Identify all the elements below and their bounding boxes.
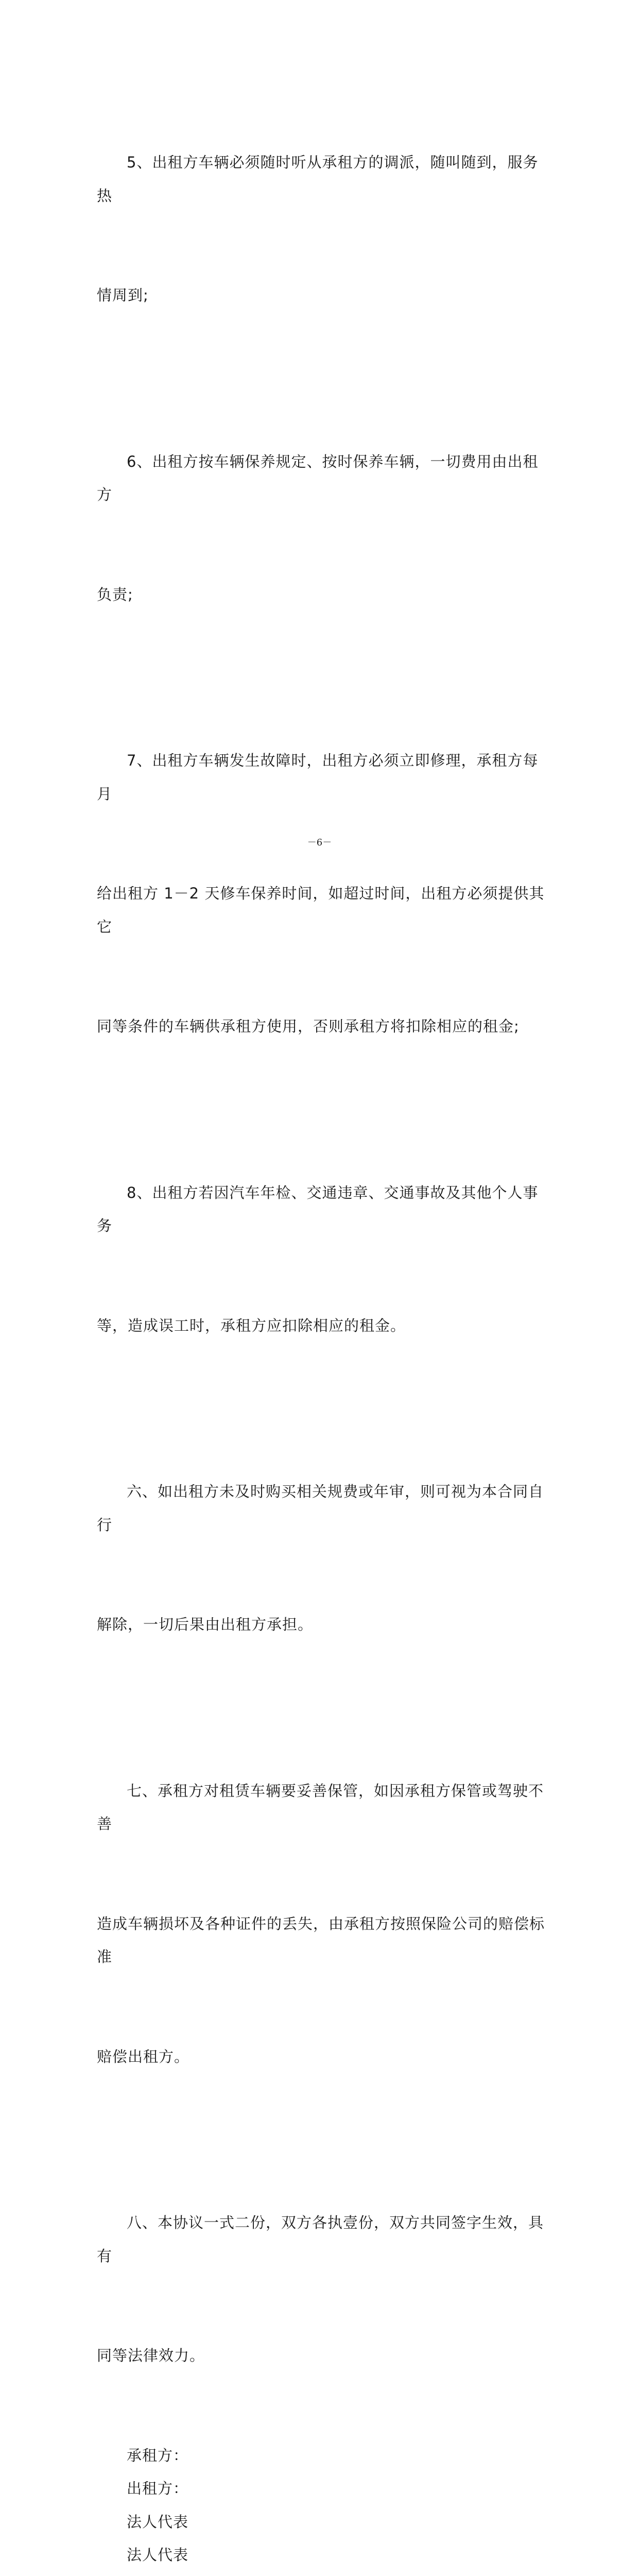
legal-representative-label: 法人代表 (97, 2505, 546, 2539)
clause-line: 6、出租方按车辆保养规定、按时保养车辆，一切费用由出租方 (97, 445, 546, 512)
clause-line: 等，造成误工时，承租方应扣除相应的租金。 (97, 1309, 546, 1343)
clause-5 (97, 79, 546, 379)
clause-6 (97, 379, 546, 678)
article-8 (97, 2140, 546, 2439)
document-page (0, 0, 639, 904)
clause-line: 7、出租方车辆发生故障时，出租方必须立即修理，承租方每月 (97, 744, 546, 810)
clause-line: 七、承租方对租赁车辆要妥善保管，如因承租方保管或驾驶不善 (97, 1774, 546, 1841)
clause-line: 5、出租方车辆必须随时听从承租方的调派，随叫随到，服务热 (97, 146, 546, 212)
lessor-signature-label: 出租方： (97, 2472, 546, 2505)
contact-phone-label (97, 2572, 546, 2576)
page-number: －6－ (0, 835, 639, 849)
lessee-signature-label: 承租方： (97, 2439, 546, 2472)
article-7 (97, 1708, 546, 2140)
clause-7 (97, 677, 546, 1110)
clause-line: 八、本协议一式二份，双方各执壹份，双方共同签字生效，具有 (97, 2206, 546, 2273)
clause-line: 情周到; (97, 279, 546, 312)
clause-8 (97, 1110, 546, 1409)
clause-line: 同等法律效力。 (97, 2339, 546, 2372)
article-6 (97, 1409, 546, 1708)
clause-line: 同等条件的车辆供承租方使用，否则承租方将扣除相应的租金; (97, 1010, 546, 1043)
document-body (97, 79, 546, 2576)
clause-line: 造成车辆损坏及各种证件的丢失，由承租方按照保险公司的赔偿标准 (97, 1907, 546, 1974)
clause-line: 给出租方 1－2 天修车保养时间，如超过时间，出租方必须提供其它 (97, 877, 546, 943)
clause-line: 负责; (97, 578, 546, 612)
clause-line: 8、出租方若因汽车年检、交通违章、交通事故及其他个人事务 (97, 1176, 546, 1243)
clause-line: 赔偿出租方。 (97, 2040, 546, 2074)
clause-line: 六、如出租方未及时购买相关规费或年审，则可视为本合同自行 (97, 1475, 546, 1541)
clause-line: 解除，一切后果由出租方承担。 (97, 1608, 546, 1641)
legal-representative-label: 法人代表 (97, 2538, 546, 2572)
